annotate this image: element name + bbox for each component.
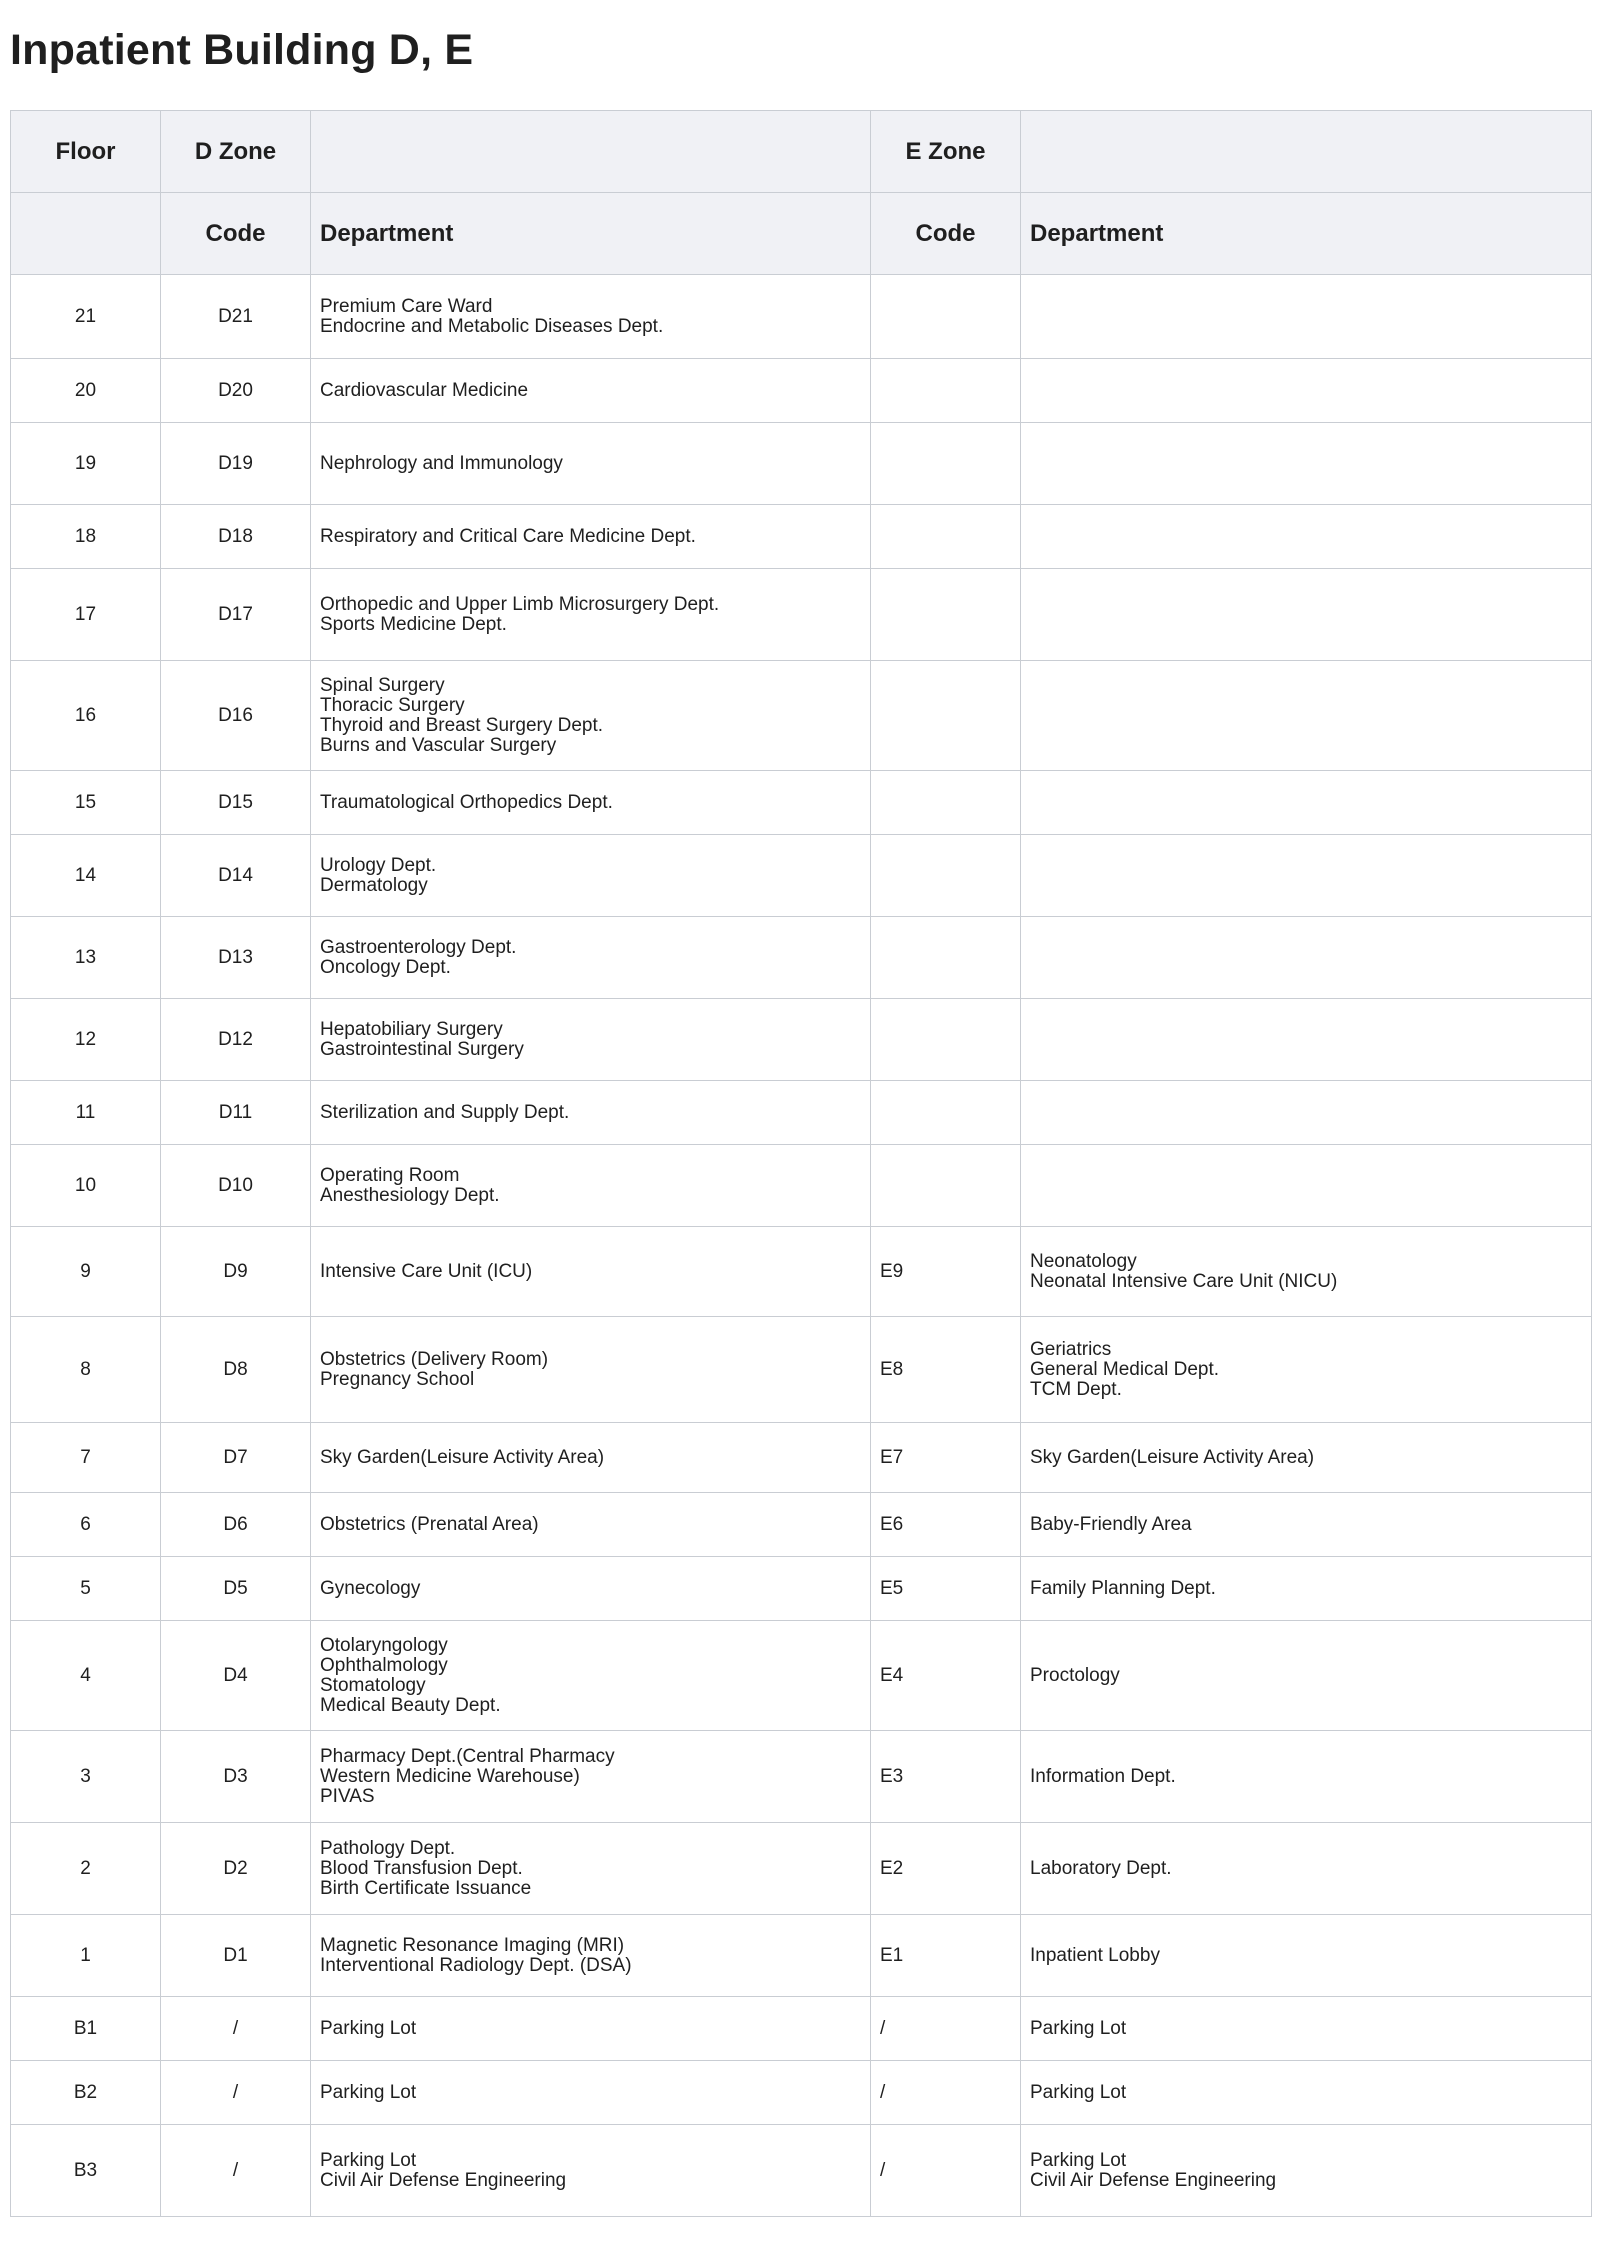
e-code-cell: E7	[871, 1423, 1021, 1493]
e-code-cell: E3	[871, 1731, 1021, 1823]
e-zone-header-spacer	[1021, 111, 1592, 193]
d-code-cell: D3	[161, 1731, 311, 1823]
d-code-cell: D1	[161, 1915, 311, 1997]
d-department-cell	[311, 1997, 871, 2061]
department-line: TCM Dept.	[1030, 1378, 1122, 1400]
department-line: Traumatological Orthopedics Dept.	[320, 791, 613, 813]
header-row-zones	[11, 111, 1592, 193]
department-line: Western Medicine Warehouse)	[320, 1765, 580, 1787]
e-department-cell	[1021, 275, 1592, 359]
d-code-cell: D10	[161, 1145, 311, 1227]
department-line: Blood Transfusion Dept.	[320, 1857, 523, 1879]
table-row	[11, 505, 1592, 569]
department-line: Parking Lot	[320, 2081, 417, 2103]
department-line: Gastrointestinal Surgery	[320, 1038, 524, 1060]
d-zone-header: D Zone	[161, 111, 311, 193]
d-code-header: Code	[161, 193, 311, 275]
header-row-columns	[11, 193, 1592, 275]
d-department-cell	[311, 275, 871, 359]
table-row	[11, 1423, 1592, 1493]
floor-cell: 8	[11, 1317, 161, 1423]
department-line: Geriatrics	[1030, 1338, 1112, 1360]
table-row	[11, 1227, 1592, 1317]
e-zone-header: E Zone	[871, 111, 1021, 193]
e-department-cell	[1021, 2125, 1592, 2217]
e-code-header: Code	[871, 193, 1021, 275]
floor-cell: 20	[11, 359, 161, 423]
department-line: Obstetrics (Delivery Room)	[320, 1348, 549, 1370]
department-line: Obstetrics (Prenatal Area)	[320, 1513, 539, 1535]
floor-cell: 17	[11, 569, 161, 661]
department-line: Parking Lot	[320, 2149, 417, 2171]
department-line: PIVAS	[320, 1785, 375, 1807]
department-line: Sky Garden(Leisure Activity Area)	[320, 1446, 605, 1468]
d-code-cell: D15	[161, 771, 311, 835]
table-row	[11, 1145, 1592, 1227]
e-code-cell: E1	[871, 1915, 1021, 1997]
e-department-cell	[1021, 1145, 1592, 1227]
floor-subheader-spacer	[11, 193, 161, 275]
department-line: Intensive Care Unit (ICU)	[320, 1260, 533, 1282]
table-header	[11, 111, 1592, 275]
d-department-cell	[311, 1557, 871, 1621]
d-code-cell: D13	[161, 917, 311, 999]
department-line: Sports Medicine Dept.	[320, 613, 507, 635]
e-code-cell	[871, 771, 1021, 835]
table-row	[11, 569, 1592, 661]
floor-cell: 5	[11, 1557, 161, 1621]
d-code-cell: D11	[161, 1081, 311, 1145]
department-line: Thoracic Surgery	[320, 694, 465, 716]
d-code-cell: D5	[161, 1557, 311, 1621]
e-code-cell: E5	[871, 1557, 1021, 1621]
department-line: Pathology Dept.	[320, 1837, 456, 1859]
department-line: Parking Lot	[1030, 2081, 1127, 2103]
e-code-cell: E9	[871, 1227, 1021, 1317]
department-line: Information Dept.	[1030, 1765, 1176, 1787]
e-code-cell	[871, 835, 1021, 917]
table-row	[11, 1081, 1592, 1145]
e-department-cell	[1021, 1423, 1592, 1493]
d-department-cell	[311, 1423, 871, 1493]
e-code-cell	[871, 999, 1021, 1081]
department-line: Dermatology	[320, 874, 428, 896]
e-department-cell	[1021, 661, 1592, 771]
department-line: Gynecology	[320, 1577, 421, 1599]
page-title: Inpatient Building D, E	[10, 26, 474, 74]
floor-header: Floor	[11, 111, 161, 193]
e-department-cell	[1021, 423, 1592, 505]
department-line: Interventional Radiology Dept. (DSA)	[320, 1954, 632, 1976]
department-line: Gastroenterology Dept.	[320, 936, 517, 958]
d-code-cell: /	[161, 2125, 311, 2217]
d-code-cell: D2	[161, 1823, 311, 1915]
e-code-cell: /	[871, 2125, 1021, 2217]
floor-cell: 1	[11, 1915, 161, 1997]
e-code-cell	[871, 275, 1021, 359]
floor-cell: B2	[11, 2061, 161, 2125]
department-line: Respiratory and Critical Care Medicine Dept.	[320, 525, 696, 547]
d-code-cell: D14	[161, 835, 311, 917]
d-zone-header-spacer	[311, 111, 871, 193]
department-line: Sterilization and Supply Dept.	[320, 1101, 570, 1123]
d-department-cell	[311, 2061, 871, 2125]
department-line: Oncology Dept.	[320, 956, 451, 978]
floor-cell: 19	[11, 423, 161, 505]
floor-cell: B3	[11, 2125, 161, 2217]
d-department-cell	[311, 569, 871, 661]
floor-cell: B1	[11, 1997, 161, 2061]
department-line: Thyroid and Breast Surgery Dept.	[320, 714, 604, 736]
department-line: Urology Dept.	[320, 854, 437, 876]
d-code-cell: D21	[161, 275, 311, 359]
d-department-cell	[311, 359, 871, 423]
e-department-cell	[1021, 1823, 1592, 1915]
e-department-cell	[1021, 1227, 1592, 1317]
d-code-cell: D17	[161, 569, 311, 661]
e-department-cell	[1021, 999, 1592, 1081]
department-line: Orthopedic and Upper Limb Microsurgery Dept.	[320, 593, 720, 615]
floor-cell: 6	[11, 1493, 161, 1557]
d-department-cell	[311, 1145, 871, 1227]
e-department-cell	[1021, 359, 1592, 423]
e-code-cell	[871, 661, 1021, 771]
d-code-cell: D6	[161, 1493, 311, 1557]
table-row	[11, 2125, 1592, 2217]
e-department-cell	[1021, 835, 1592, 917]
department-line: Otolaryngology	[320, 1634, 448, 1656]
e-code-cell: E2	[871, 1823, 1021, 1915]
department-line: Premium Care Ward	[320, 295, 493, 317]
d-code-cell: D16	[161, 661, 311, 771]
department-line: Magnetic Resonance Imaging (MRI)	[320, 1934, 625, 1956]
table-row	[11, 999, 1592, 1081]
e-code-cell	[871, 917, 1021, 999]
floor-cell: 21	[11, 275, 161, 359]
d-code-cell: D19	[161, 423, 311, 505]
d-department-cell	[311, 999, 871, 1081]
e-code-cell	[871, 1145, 1021, 1227]
floor-cell: 4	[11, 1621, 161, 1731]
d-department-cell	[311, 1081, 871, 1145]
table-row	[11, 917, 1592, 999]
department-line: Pregnancy School	[320, 1368, 475, 1390]
department-line: General Medical Dept.	[1030, 1358, 1220, 1380]
department-line: Laboratory Dept.	[1030, 1857, 1172, 1879]
e-code-cell: E6	[871, 1493, 1021, 1557]
department-line: Medical Beauty Dept.	[320, 1694, 501, 1716]
table-row	[11, 1557, 1592, 1621]
department-line: Proctology	[1030, 1664, 1120, 1686]
department-line: Pharmacy Dept.(Central Pharmacy	[320, 1745, 615, 1767]
e-department-cell	[1021, 771, 1592, 835]
table-row	[11, 1493, 1592, 1557]
department-line: Civil Air Defense Engineering	[1030, 2169, 1277, 2191]
d-department-cell	[311, 1915, 871, 1997]
e-department-cell	[1021, 1493, 1592, 1557]
e-department-cell	[1021, 1317, 1592, 1423]
d-department-header: Department	[311, 193, 871, 275]
d-code-cell: D9	[161, 1227, 311, 1317]
d-department-cell	[311, 661, 871, 771]
department-line: Birth Certificate Issuance	[320, 1877, 532, 1899]
e-department-cell	[1021, 505, 1592, 569]
d-code-cell: D12	[161, 999, 311, 1081]
e-department-cell	[1021, 2061, 1592, 2125]
e-department-cell	[1021, 1997, 1592, 2061]
table-row	[11, 1621, 1592, 1731]
table-row	[11, 1997, 1592, 2061]
floor-cell: 14	[11, 835, 161, 917]
floor-cell: 12	[11, 999, 161, 1081]
department-line: Parking Lot	[1030, 2017, 1127, 2039]
e-department-cell	[1021, 1915, 1592, 1997]
department-line: Nephrology and Immunology	[320, 452, 563, 474]
department-line: Parking Lot	[1030, 2149, 1127, 2171]
e-department-cell	[1021, 569, 1592, 661]
table-row	[11, 359, 1592, 423]
d-code-cell: /	[161, 2061, 311, 2125]
department-line: Anesthesiology Dept.	[320, 1184, 500, 1206]
floor-cell: 7	[11, 1423, 161, 1493]
d-department-cell	[311, 1493, 871, 1557]
department-line: Endocrine and Metabolic Diseases Dept.	[320, 315, 664, 337]
floor-directory-table	[10, 110, 1592, 2217]
e-code-cell	[871, 423, 1021, 505]
d-department-cell	[311, 1317, 871, 1423]
floor-cell: 9	[11, 1227, 161, 1317]
d-department-cell	[311, 1227, 871, 1317]
floor-cell: 15	[11, 771, 161, 835]
d-department-cell	[311, 917, 871, 999]
e-code-cell: /	[871, 1997, 1021, 2061]
department-line: Cardiovascular Medicine	[320, 379, 529, 401]
department-line: Ophthalmology	[320, 1654, 448, 1676]
d-department-cell	[311, 505, 871, 569]
e-department-cell	[1021, 1731, 1592, 1823]
e-department-header: Department	[1021, 193, 1592, 275]
department-line: Neonatology	[1030, 1250, 1137, 1272]
d-code-cell: D8	[161, 1317, 311, 1423]
table-row	[11, 275, 1592, 359]
d-code-cell: D18	[161, 505, 311, 569]
floor-cell: 10	[11, 1145, 161, 1227]
department-line: Spinal Surgery	[320, 674, 445, 696]
floor-cell: 3	[11, 1731, 161, 1823]
table-body	[11, 275, 1592, 2217]
e-department-cell	[1021, 917, 1592, 999]
e-code-cell	[871, 359, 1021, 423]
department-line: Family Planning Dept.	[1030, 1577, 1216, 1599]
d-department-cell	[311, 835, 871, 917]
floor-cell: 13	[11, 917, 161, 999]
department-line: Hepatobiliary Surgery	[320, 1018, 503, 1040]
e-department-cell	[1021, 1081, 1592, 1145]
e-code-cell: E4	[871, 1621, 1021, 1731]
department-line: Sky Garden(Leisure Activity Area)	[1030, 1446, 1315, 1468]
table-row	[11, 661, 1592, 771]
department-line: Baby-Friendly Area	[1030, 1513, 1192, 1535]
d-department-cell	[311, 1823, 871, 1915]
table-row	[11, 1317, 1592, 1423]
d-code-cell: D7	[161, 1423, 311, 1493]
e-code-cell	[871, 1081, 1021, 1145]
d-department-cell	[311, 423, 871, 505]
floor-cell: 16	[11, 661, 161, 771]
floor-cell: 2	[11, 1823, 161, 1915]
d-department-cell	[311, 771, 871, 835]
e-code-cell: /	[871, 2061, 1021, 2125]
department-line: Operating Room	[320, 1164, 460, 1186]
department-line: Stomatology	[320, 1674, 426, 1696]
floor-cell: 18	[11, 505, 161, 569]
table-row	[11, 1823, 1592, 1915]
d-code-cell: D4	[161, 1621, 311, 1731]
department-line: Civil Air Defense Engineering	[320, 2169, 567, 2191]
e-department-cell	[1021, 1621, 1592, 1731]
d-department-cell	[311, 1621, 871, 1731]
table-row	[11, 1731, 1592, 1823]
d-code-cell: D20	[161, 359, 311, 423]
d-code-cell: /	[161, 1997, 311, 2061]
d-department-cell	[311, 2125, 871, 2217]
e-code-cell: E8	[871, 1317, 1021, 1423]
department-line: Neonatal Intensive Care Unit (NICU)	[1030, 1270, 1338, 1292]
e-department-cell	[1021, 1557, 1592, 1621]
department-line: Burns and Vascular Surgery	[320, 734, 557, 756]
table-row	[11, 771, 1592, 835]
d-department-cell	[311, 1731, 871, 1823]
table-row	[11, 835, 1592, 917]
department-line: Parking Lot	[320, 2017, 417, 2039]
floor-cell: 11	[11, 1081, 161, 1145]
table-row	[11, 423, 1592, 505]
e-code-cell	[871, 505, 1021, 569]
table-row	[11, 2061, 1592, 2125]
department-line: Inpatient Lobby	[1030, 1944, 1160, 1966]
e-code-cell	[871, 569, 1021, 661]
table-row	[11, 1915, 1592, 1997]
